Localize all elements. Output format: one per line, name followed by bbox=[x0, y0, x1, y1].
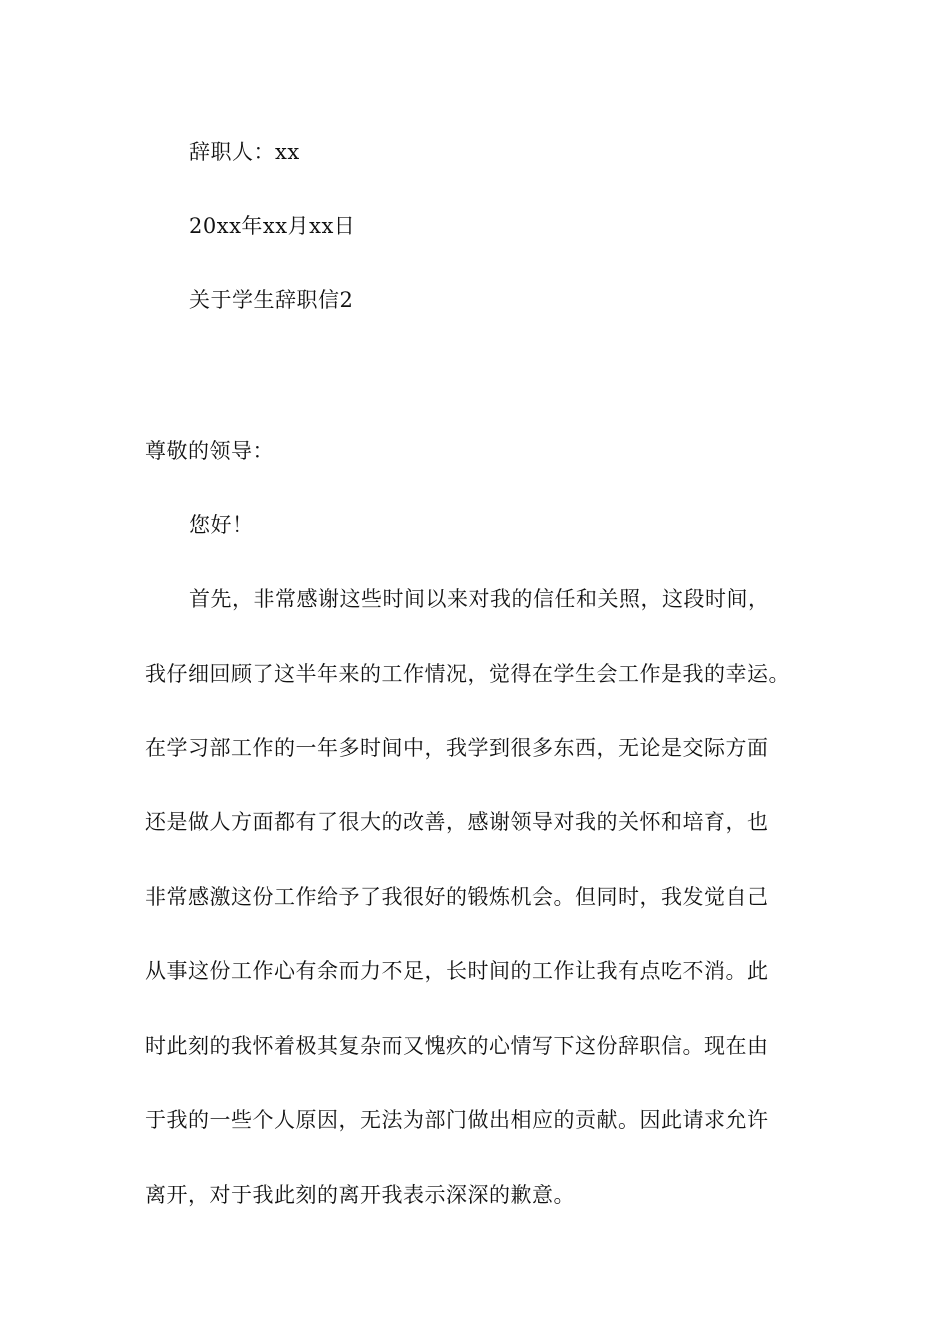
body-line: 首先，非常感谢这些时间以来对我的信任和关照，这段时间， bbox=[189, 587, 770, 611]
greeting: 您好！ bbox=[189, 513, 254, 537]
body-line: 我仔细回顾了这半年来的工作情况，觉得在学生会工作是我的幸运。 bbox=[145, 662, 790, 686]
section-title: 关于学生辞职信2 bbox=[189, 288, 354, 312]
body-line: 离开，对于我此刻的离开我表示深深的歉意。 bbox=[145, 1183, 575, 1207]
body-line: 时此刻的我怀着极其复杂而又愧疚的心情写下这份辞职信。现在由 bbox=[145, 1034, 769, 1058]
body-line: 在学习部工作的一年多时间中，我学到很多东西，无论是交际方面 bbox=[145, 736, 769, 760]
date-line: 20xx年xx月xx日 bbox=[189, 214, 356, 238]
salutation: 尊敬的领导： bbox=[145, 439, 274, 463]
body-line: 非常感激这份工作给予了我很好的锻炼机会。但同时，我发觉自己 bbox=[145, 885, 769, 909]
body-line: 从事这份工作心有余而力不足，长时间的工作让我有点吃不消。此 bbox=[145, 959, 769, 983]
resigner-line: 辞职人：xx bbox=[189, 140, 300, 164]
body-line: 于我的一些个人原因，无法为部门做出相应的贡献。因此请求允许 bbox=[145, 1108, 769, 1132]
body-line: 还是做人方面都有了很大的改善，感谢领导对我的关怀和培育，也 bbox=[145, 810, 769, 834]
